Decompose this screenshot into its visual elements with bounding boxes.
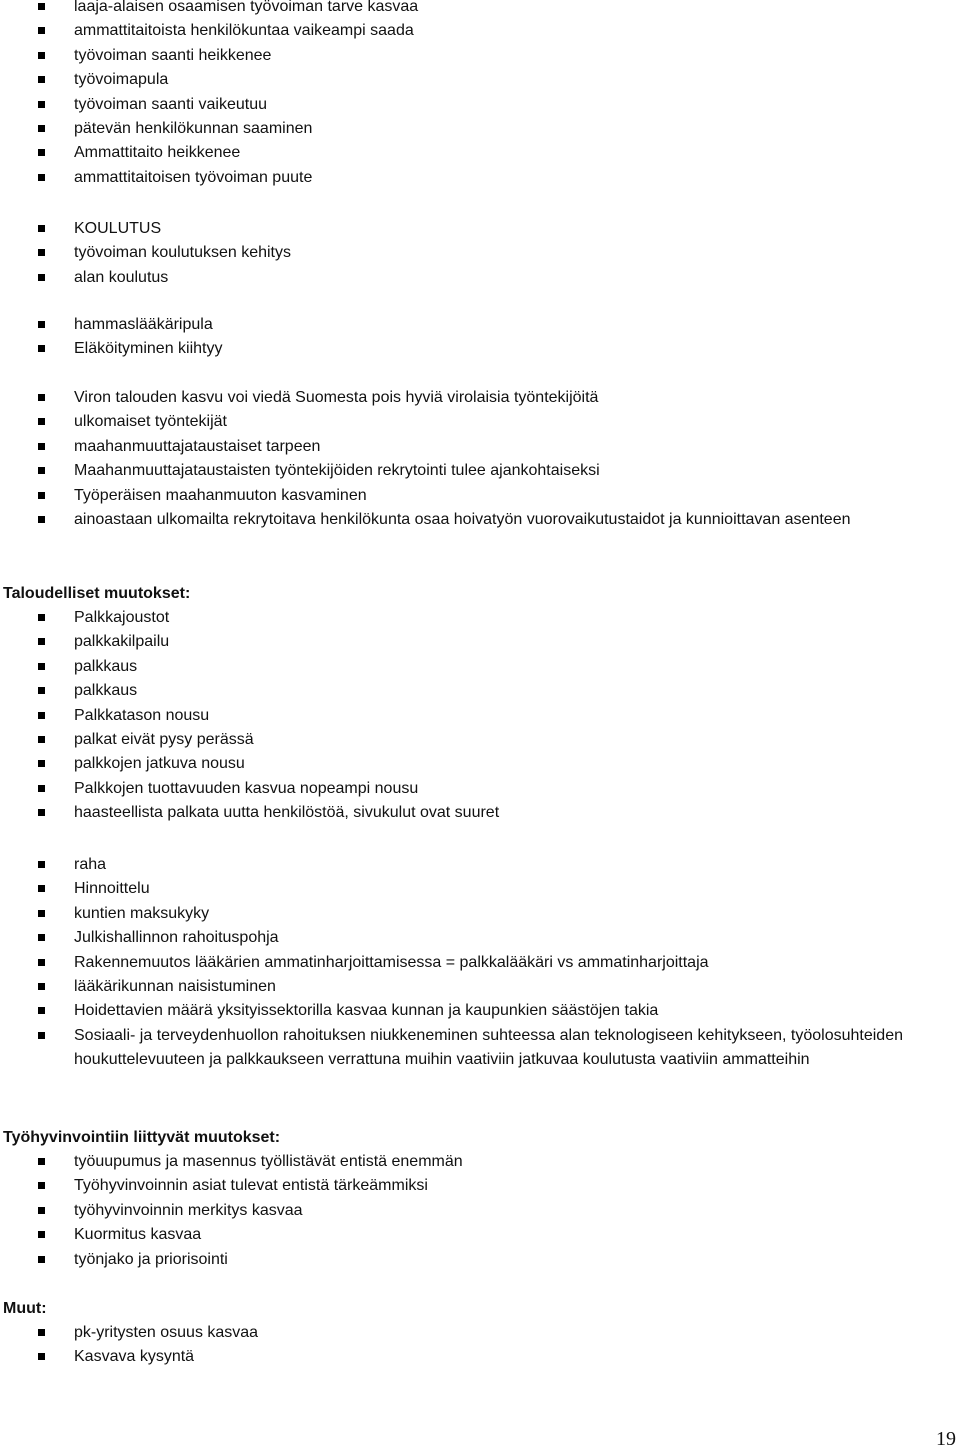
bullet-icon [38,1158,45,1165]
list-item: raha [0,853,940,877]
list-item: Palkkatason nousu [0,704,940,728]
bullet-icon [38,249,45,256]
list-foreign-workers [0,386,940,532]
list-item: ammattitaitoisen työvoiman puute [0,166,940,190]
list-item: pk-yritysten osuus kasvaa [0,1321,940,1345]
bullet-icon [38,149,45,156]
list-item: Maahanmuuttajataustaisten työntekijöiden rekrytointi tulee ajankohtaiseksi [0,459,940,483]
list-workforce [0,0,940,190]
bullet-icon [38,418,45,425]
bullet-icon [38,492,45,499]
list-item: kuntien maksukyky [0,902,940,926]
bullet-icon [38,910,45,917]
bullet-icon [38,516,45,523]
list-item: Kasvava kysyntä [0,1345,940,1369]
list-item: haasteellista palkata uutta henkilöstöä, sivukulut ovat suuret [0,801,940,825]
bullet-icon [38,687,45,694]
bullet-icon [38,345,45,352]
list-item: palkkakilpailu [0,630,940,654]
list-item: Ammattitaito heikkenee [0,141,940,165]
bullet-icon [38,861,45,868]
list-item: palkat eivät pysy perässä [0,728,940,752]
bullet-icon [38,809,45,816]
list-item: työhyvinvoinnin merkitys kasvaa [0,1199,940,1223]
bullet-icon [38,1182,45,1189]
bullet-icon [38,638,45,645]
bullet-icon [38,1329,45,1336]
list-item: Työperäisen maahanmuuton kasvaminen [0,484,940,508]
bullet-icon [38,712,45,719]
list-item: työvoiman saanti vaikeutuu [0,93,940,117]
list-item: laaja-alaisen osaamisen työvoiman tarve kasvaa [0,0,940,19]
bullet-icon [38,934,45,941]
list-financing [0,853,940,1073]
bullet-icon [38,321,45,328]
list-item: ulkomaiset työntekijät [0,410,940,434]
list-other [0,1321,940,1370]
bullet-icon [38,467,45,474]
list-item: ainoastaan ulkomailta rekrytoitava henkilökunta osaa hoivatyön vuorovaikutustaidot ja kunnioittavan asenteen [0,508,944,532]
bullet-icon [38,1256,45,1263]
bullet-icon [38,1207,45,1214]
bullet-icon [38,1032,45,1039]
bullet-icon [38,614,45,621]
list-item: palkkaus [0,679,940,703]
list-item: KOULUTUS [0,217,940,241]
list-item: Palkkojen tuottavuuden kasvua nopeampi nousu [0,777,940,801]
bullet-icon [38,885,45,892]
list-wellbeing [0,1150,940,1272]
bullet-icon [38,785,45,792]
list-item: Hinnoittelu [0,877,940,901]
list-item: Rakennemuutos lääkärien ammatinharjoittamisessa = palkkalääkäri vs ammatinharjoittaja [0,951,940,975]
bullet-icon [38,1231,45,1238]
bullet-icon [38,736,45,743]
page-number: 19 [936,1428,956,1450]
list-education [0,217,940,290]
bullet-icon [38,125,45,132]
list-item: Kuormitus kasvaa [0,1223,940,1247]
bullet-icon [38,174,45,181]
bullet-icon [38,76,45,83]
bullet-icon [38,1007,45,1014]
list-item: alan koulutus [0,266,940,290]
bullet-icon [38,983,45,990]
list-wages [0,606,940,826]
bullet-icon [38,27,45,34]
bullet-icon [38,101,45,108]
bullet-icon [38,225,45,232]
list-item: Työhyvinvoinnin asiat tulevat entistä tärkeämmiksi [0,1174,940,1198]
heading-economic-changes: Taloudelliset muutokset: [3,585,191,602]
bullet-icon [38,959,45,966]
list-item: Sosiaali- ja terveydenhuollon rahoituksen niukkeneminen suhteessa alan teknologiseen kehitykseen, työolosuhteiden houkuttelevuuteen ja palkkaukseen verrattuna muihin vaativiin jatkuvaa koulutusta vaativiin ammatteihin [0,1024,944,1073]
list-item: Hoidettavien määrä yksityissektorilla kasvaa kunnan ja kaupunkien säästöjen takia [0,999,940,1023]
bullet-icon [38,443,45,450]
list-item: Eläköityminen kiihtyy [0,337,940,361]
bullet-icon [38,3,45,10]
list-item: hammaslääkäripula [0,313,940,337]
list-shortage [0,313,940,362]
bullet-icon [38,760,45,767]
list-item: lääkärikunnan naisistuminen [0,975,940,999]
heading-wellbeing-changes: Työhyvinvointiin liittyvät muutokset: [3,1129,281,1146]
list-item: Palkkajoustot [0,606,940,630]
list-item: työvoimapula [0,68,940,92]
heading-other: Muut: [3,1300,47,1317]
list-item: työuupumus ja masennus työllistävät entistä enemmän [0,1150,940,1174]
list-item: palkkojen jatkuva nousu [0,752,940,776]
bullet-icon [38,663,45,670]
list-item: Viron talouden kasvu voi viedä Suomesta pois hyviä virolaisia työntekijöitä [0,386,940,410]
bullet-icon [38,394,45,401]
bullet-icon [38,1353,45,1360]
list-item: palkkaus [0,655,940,679]
list-item: työvoiman koulutuksen kehitys [0,241,940,265]
list-item: työnjako ja priorisointi [0,1248,940,1272]
list-item: pätevän henkilökunnan saaminen [0,117,940,141]
bullet-icon [38,274,45,281]
list-item: työvoiman saanti heikkenee [0,44,940,68]
list-item: Julkishallinnon rahoituspohja [0,926,940,950]
bullet-icon [38,52,45,59]
list-item: maahanmuuttajataustaiset tarpeen [0,435,940,459]
list-item: ammattitaitoista henkilökuntaa vaikeampi saada [0,19,940,43]
